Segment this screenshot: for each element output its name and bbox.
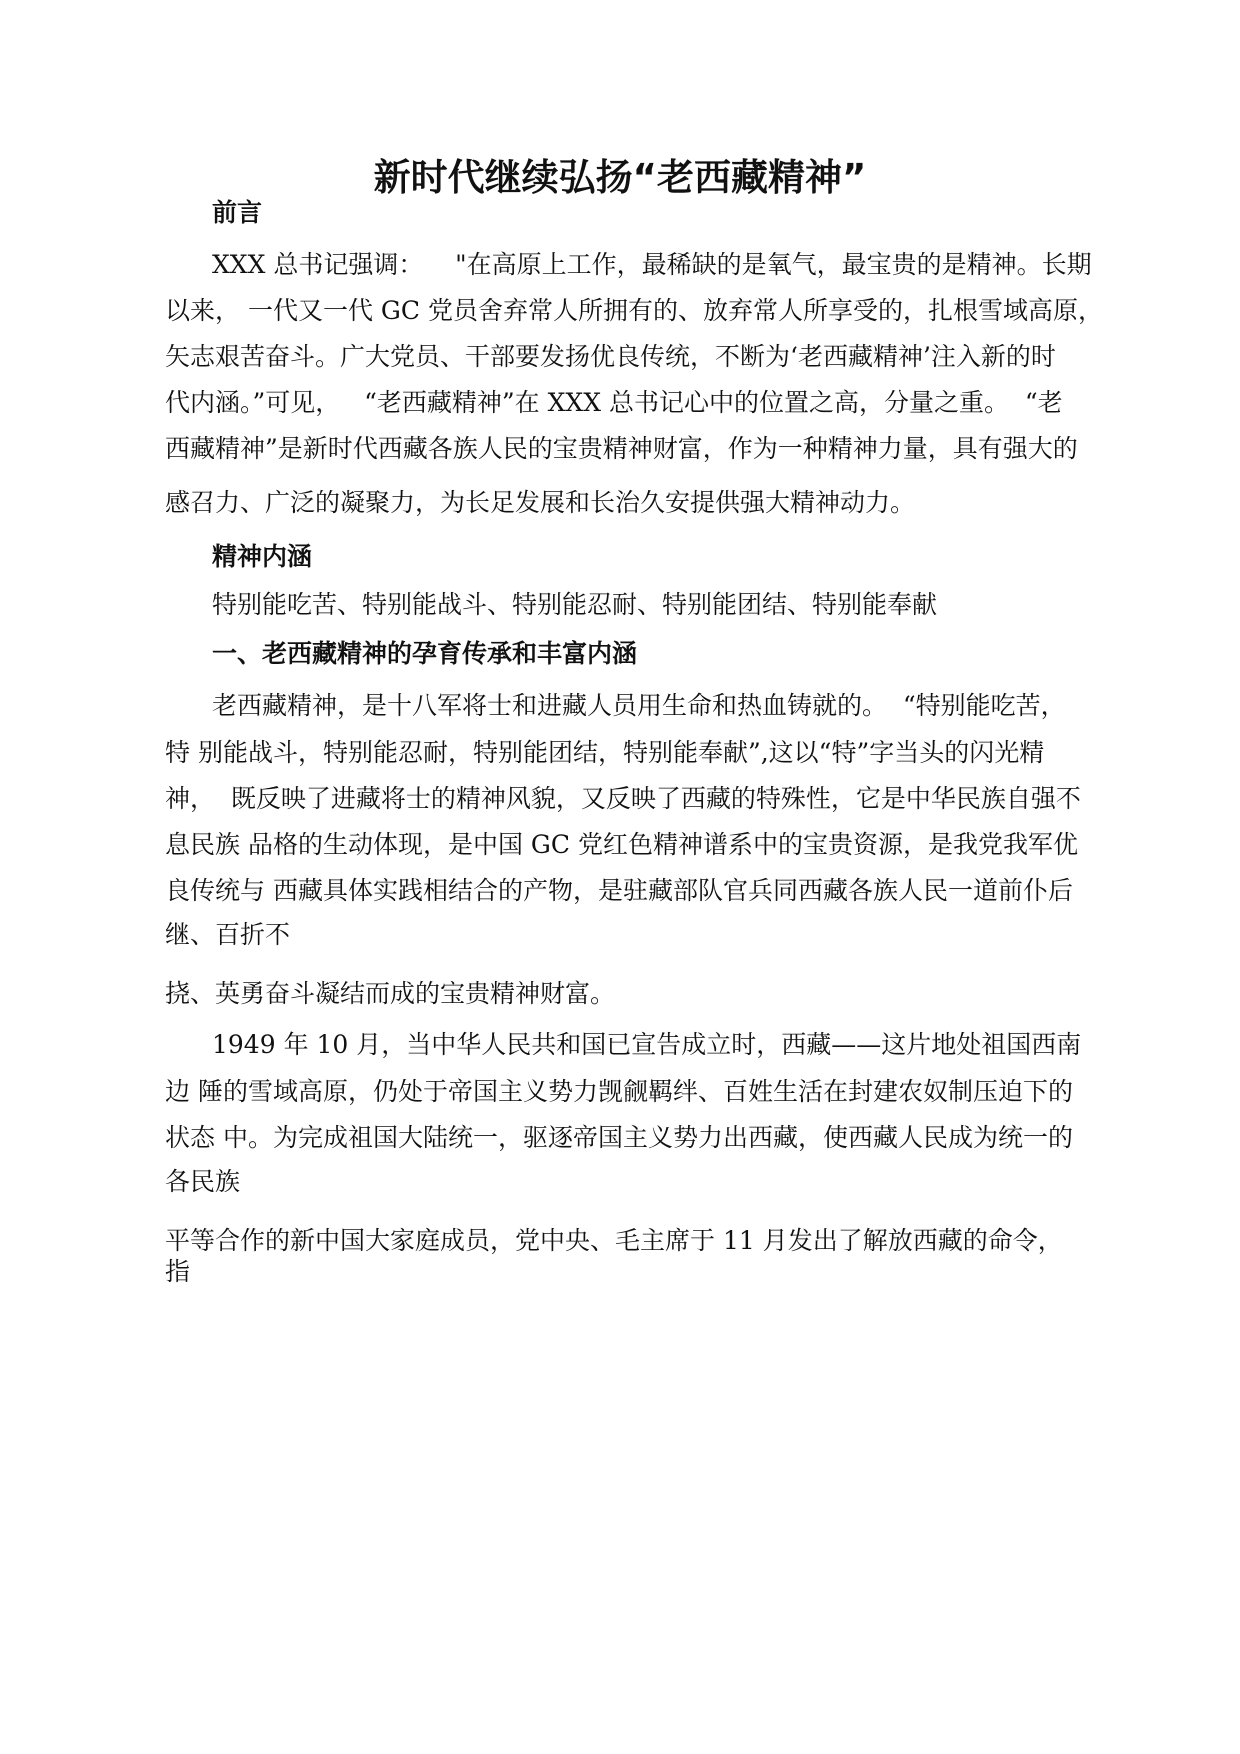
section-one-para2-line: 1949 年 10 月，当中华人民共和国已宣告成立时，西藏——这片地处祖国西南: [212, 1030, 1082, 1059]
preface-line: 感召力、广泛的凝聚力，为长足发展和长治久安提供强大精神动力。: [165, 488, 916, 517]
section-one-para2-line: 平等合作的新中国大家庭成员，党中央、毛主席于 11 月发出了解放西藏的命令，: [165, 1226, 1063, 1255]
preface-heading: 前言: [212, 198, 263, 227]
section-one-para2-line: 各民族: [165, 1167, 241, 1196]
section-one-para1-line: 挠、英勇奋斗凝结而成的宝贵精神财富。: [165, 979, 616, 1008]
section-one-para1-line: 神， 既反映了进藏将士的精神风貌，又反映了西藏的特殊性，它是中华民族自强不: [165, 784, 1081, 813]
section-one-para1-line: 继、百折不: [165, 920, 291, 949]
document-title: 新时代继续弘扬“老西藏精神”: [373, 156, 867, 199]
preface-line: 代内涵。”可见， “老西藏精神”在 XXX 总书记心中的位置之高，分量之重。 “老: [165, 388, 1063, 417]
section-one-para1-line: 老西藏精神，是十八军将士和进藏人员用生命和热血铸就的。 “特别能吃苦，: [212, 691, 1066, 720]
preface-line: XXX 总书记强调： "在高原上工作，最稀缺的是氧气，最宝贵的是精神。长期: [212, 250, 1092, 279]
section-one-heading: 一、老西藏精神的孕育传承和丰富内涵: [212, 639, 638, 668]
connotation-line: 特别能吃苦、特别能战斗、特别能忍耐、特别能团结、特别能奉献: [212, 590, 938, 619]
preface-line: 以来， 一代又一代 GC 党员舍弃常人所拥有的、放弃常人所享受的，扎根雪域高原，: [165, 296, 1103, 325]
section-one-para2-line: 边 陲的雪域高原，仍处于帝国主义势力觊觎羁绊、百姓生活在封建农奴制压迫下的: [165, 1077, 1073, 1106]
preface-line: 西藏精神”是新时代西藏各族人民的宝贵精神财富，作为一种精神力量，具有强大的: [165, 434, 1078, 463]
preface-line: 矢志艰苦奋斗。广大党员、干部要发扬优良传统，不断为‘老西藏精神’注入新的时: [165, 342, 1056, 371]
section-one-para2-line: 状态 中。为完成祖国大陆统一，驱逐帝国主义势力出西藏，使西藏人民成为统一的: [165, 1123, 1073, 1152]
section-one-para1-line: 息民族 品格的生动体现，是中国 GC 党红色精神谱系中的宝贵资源，是我党我军优: [165, 830, 1078, 859]
section-one-para1-line: 良传统与 西藏具体实践相结合的产物，是驻藏部队官兵同西藏各族人民一道前仆后: [165, 876, 1073, 905]
section-one-para2-line: 指: [165, 1257, 191, 1286]
connotation-heading: 精神内涵: [212, 542, 313, 571]
section-one-para1-line: 特 别能战斗，特别能忍耐，特别能团结，特别能奉献”,这以“特”字当头的闪光精: [165, 738, 1045, 767]
